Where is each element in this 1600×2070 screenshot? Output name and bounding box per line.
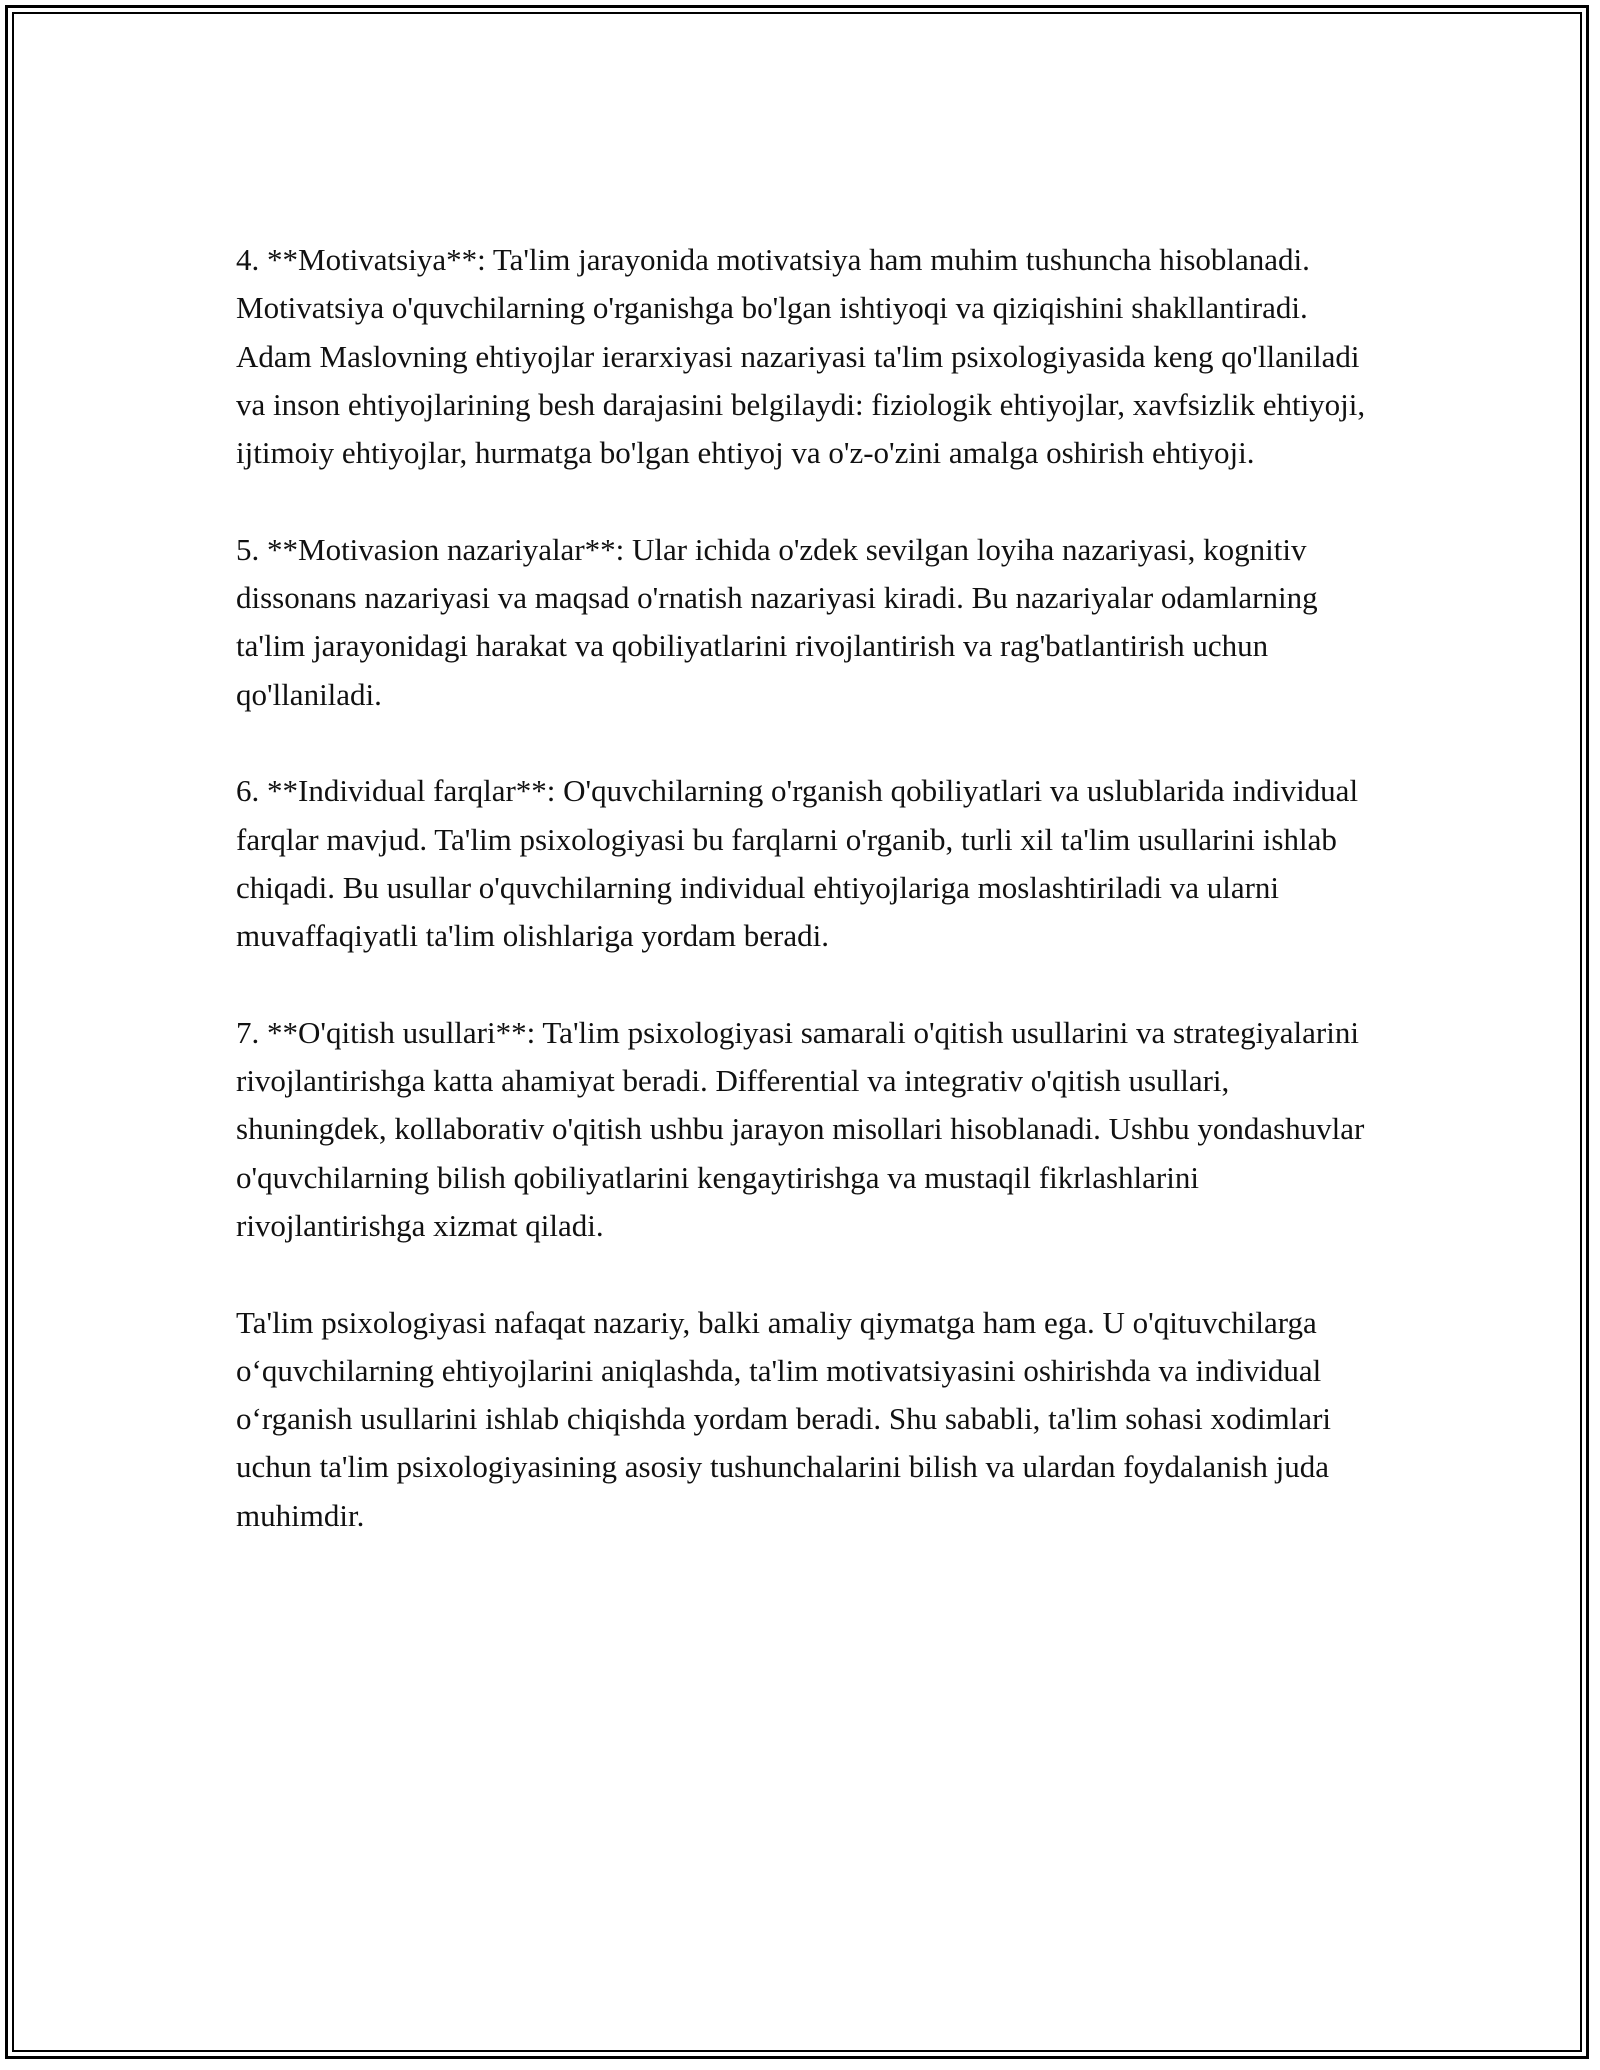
paragraph-individual-farqlar: 6. **Individual farqlar**: O'quvchilarning o'rganish qobiliyatlari va uslublarida individual farqlar mavjud. Ta'lim psixologiyasi bu farqlarni o'rganib, turli xil ta'lim usullarini ishlab chiqadi. Bu usullar o'quvchilarning individual ehtiyojlariga moslashtiriladi va ularni muvaffaqiyatli ta'lim olishlariga yordam beradi. [236, 773, 1359, 954]
document-body [236, 236, 1376, 1540]
paragraph-conclusion: Ta'lim psixologiyasi nafaqat nazariy, balki amaliy qiymatga ham ega. U o'qituvchilarga o‘quvchilarning ehtiyojlarini aniqlashda, ta'lim motivatsiyasini oshirishda va individual o‘rganish usullarini ishlab chiqishda yordam beradi. Shu sababli, ta'lim sohasi xodimlari uchun ta'lim psixologiyasining asosiy tushunchalarini bilish va ulardan foydalanish juda muhimdir. [236, 1304, 1332, 1533]
paragraph-motivasion-nazariyalar: 5. **Motivasion nazariyalar**: Ular ichida o'zdek sevilgan loyiha nazariyasi, kognitiv dissonans nazariyasi va maqsad o'rnatish nazariyasi kiradi. Bu nazariyalar odamlarning ta'lim jarayonidagi harakat va qobiliyatlarini rivojlantirish va rag'batlantirish uchun qo'llaniladi. [236, 531, 1318, 712]
paragraph-oqitish-usullari: 7. **O'qitish usullari**: Ta'lim psixologiyasi samarali o'qitish usullarini va strategiyalarini rivojlantirishga katta ahamiyat beradi. Differential va integrativ o'qitish usullari, shuningdek, kollaborativ o'qitish ushbu jarayon misollari hisoblanadi. Ushbu yondashuvlar o'quvchilarning bilish qobiliyatlarini kengaytirishga va mustaqil fikrlashlarini rivojlantirishga xizmat qiladi. [236, 1014, 1365, 1243]
paragraph-motivatsiya: 4. **Motivatsiya**: Ta'lim jarayonida motivatsiya ham muhim tushuncha hisoblanadi. Motivatsiya o'quvchilarning o'rganishga bo'lgan ishtiyoqi va qiziqishini shakllantiradi. Adam Maslovning ehtiyojlar ierarxiyasi nazariyasi ta'lim psixologiyasida keng qo'llaniladi va inson ehtiyojlarining besh darajasini belgilaydi: fiziologik ehtiyojlar, xavfsizlik ehtiyoji, ijtimoiy ehtiyojlar, hurmatga bo'lgan ehtiyoj va o'z-o'zini amalga oshirish ehtiyoji. [236, 242, 1366, 471]
